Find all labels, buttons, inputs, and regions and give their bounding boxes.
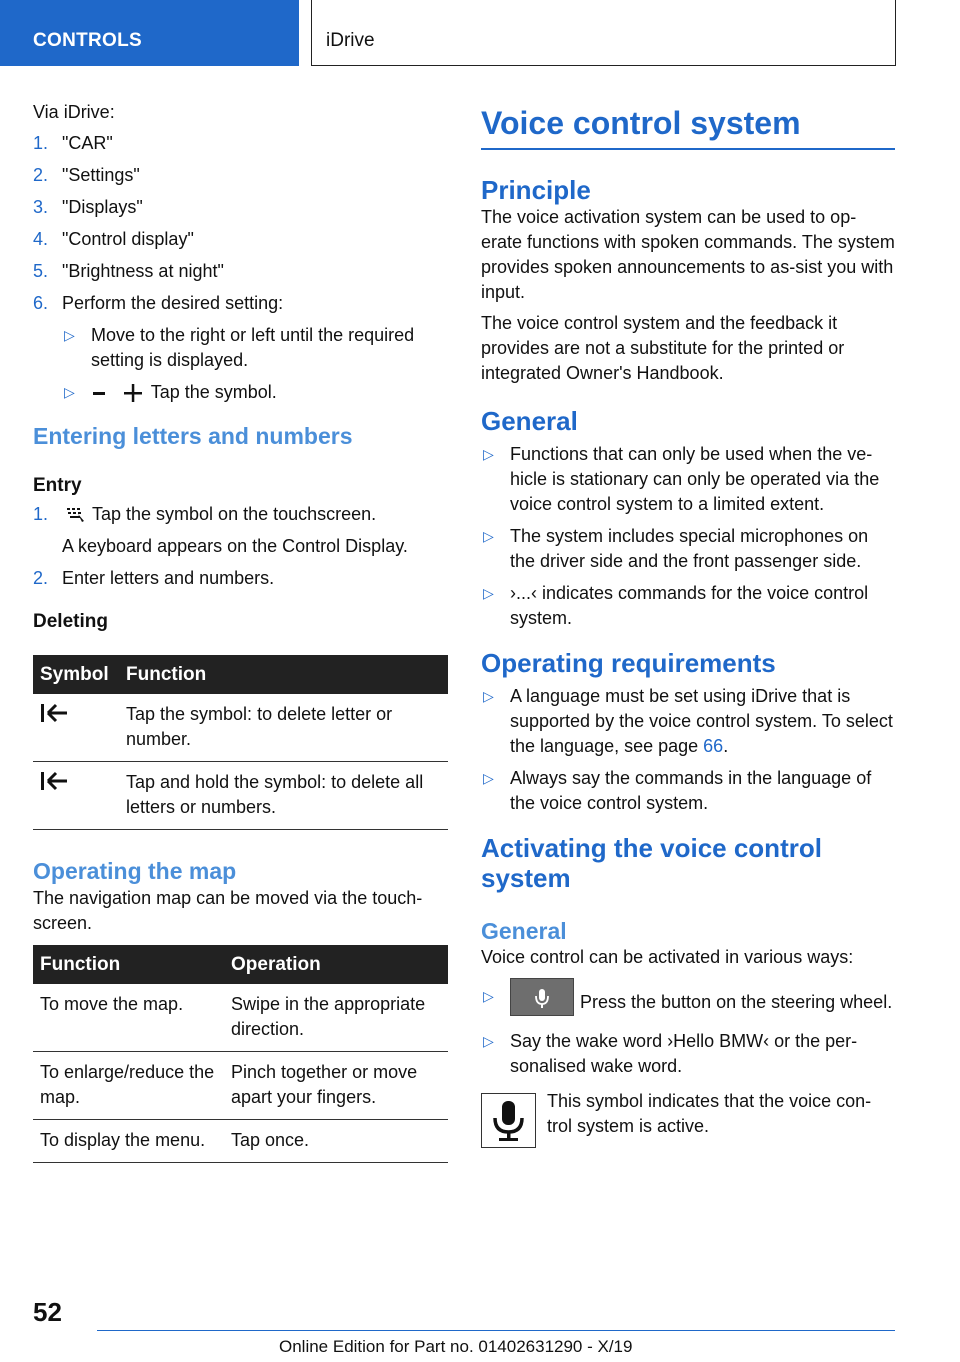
list-item: ▷ Say the wake word ›Hello BMW‹ or the per-sonalised wake word. — [483, 1031, 858, 1076]
microphone-icon — [481, 1093, 536, 1148]
triangle-bullet-icon: ▷ — [483, 688, 494, 704]
table-row: Tap the symbol: to delete letter or number. — [33, 694, 448, 762]
table-row: To display the menu. Tap once. — [33, 1120, 448, 1163]
activation-list — [481, 984, 895, 1079]
step-item: 2. "Settings" — [33, 165, 140, 185]
entry-step-item: 1. Tap the symbol on the touchscreen. A keyboard appears on the Control Display. — [33, 504, 408, 556]
triangle-bullet-icon: ▷ — [483, 528, 494, 544]
deleting-heading: Deleting — [33, 611, 108, 632]
substep-item: ▷ Move to the right or left until the required setting is displayed. — [64, 325, 415, 370]
triangle-bullet-icon: ▷ — [483, 585, 494, 601]
backspace-icon — [40, 770, 70, 792]
left-column — [33, 100, 448, 1163]
principle-paragraph: The voice activation system can be used to op-erate functions with spoken commands. The system provides spoken announcements to as-sist you with input. — [481, 207, 895, 302]
principle-paragraph: The voice control system and the feedback it provides are not a substitute for the printed or integrated Owner's Handbook. — [481, 313, 845, 383]
triangle-bullet-icon: ▷ — [483, 770, 494, 786]
table-header-row: Function Operation — [33, 945, 448, 984]
list-item: ▷ A language must be set using iDrive that is supported by the voice control system. To select the language, see page 66. — [483, 686, 893, 756]
keyboard-icon — [62, 505, 88, 525]
plus-icon — [116, 383, 146, 403]
active-symbol-note: This symbol indicates that the voice con-trol system is active. — [481, 1089, 895, 1149]
step-item: 4. "Control display" — [33, 229, 194, 249]
requirements-list — [481, 684, 895, 816]
edition-text: Online Edition for Part no. 01402631290 - X/19 — [279, 1337, 633, 1356]
general-list — [481, 442, 895, 631]
map-heading: Operating the map — [33, 858, 237, 884]
triangle-bullet-icon: ▷ — [483, 446, 494, 462]
delete-table — [33, 655, 448, 830]
section-tab: CONTROLS — [0, 0, 299, 66]
right-column — [481, 104, 895, 1149]
table-row: Tap and hold the symbol: to delete all letters or numbers. — [33, 762, 448, 830]
intro-text: Via iDrive: — [33, 102, 115, 122]
step-item: 5. "Brightness at night" — [33, 261, 224, 281]
general-heading: General — [481, 406, 578, 436]
chapter-tab: iDrive — [311, 0, 896, 66]
steering-voice-button-icon — [510, 978, 574, 1016]
list-item: ▷ Always say the commands in the language of the voice control system. — [483, 768, 872, 813]
map-intro: The navigation map can be moved via the touch-screen. — [33, 888, 423, 933]
map-table — [33, 945, 448, 1163]
entering-heading: Entering letters and numbers — [33, 423, 353, 449]
entry-heading: Entry — [33, 475, 82, 496]
list-item: ▷ The system includes special microphones on the driver side and the front passenger side. — [483, 526, 869, 571]
backspace-icon — [40, 702, 70, 724]
requirements-heading: Operating requirements — [481, 648, 776, 678]
triangle-bullet-icon: ▷ — [64, 327, 75, 343]
list-item: ▷ Press the button on the steering wheel. — [481, 984, 895, 1022]
principle-heading: Principle — [481, 175, 591, 205]
page-header — [0, 0, 960, 66]
activating-heading: Activating the voice control system — [481, 833, 822, 893]
minus-icon — [91, 383, 111, 403]
step-item: 6. Perform the desired setting: ▷ Move to the right or left until the required setting is displayed. ▷ Tap the symbol. — [33, 291, 448, 405]
general2-heading: General — [481, 918, 567, 944]
table-row: To enlarge/reduce the map. Pinch together or move apart your fingers. — [33, 1052, 448, 1120]
step-item: 3. "Displays" — [33, 197, 143, 217]
substep-item: ▷ Tap the symbol. — [62, 380, 448, 405]
general2-intro: Voice control can be activated in various ways: — [481, 947, 854, 967]
list-item: ▷ ›...‹ indicates commands for the voice control system. — [483, 583, 869, 628]
step-item: 1. "CAR" — [33, 133, 113, 153]
substeps-list — [62, 323, 448, 405]
triangle-bullet-icon: ▷ — [64, 384, 75, 400]
page-link[interactable]: 66 — [703, 736, 724, 756]
entry-step-item: 2. Enter letters and numbers. — [33, 568, 275, 588]
page-title: Voice control system — [481, 104, 895, 150]
page-number: 52 — [33, 1297, 62, 1327]
steps-list — [33, 131, 448, 405]
table-header-row: Symbol Function — [33, 655, 448, 694]
entry-steps-list — [33, 502, 448, 591]
table-row: To move the map. Swipe in the appropriate direction. — [33, 984, 448, 1052]
triangle-bullet-icon: ▷ — [483, 988, 494, 1004]
triangle-bullet-icon: ▷ — [483, 1033, 494, 1049]
list-item: ▷ Functions that can only be used when the ve-hicle is stationary can only be operated via the voice control system to a limited extent. — [483, 444, 880, 514]
footer-divider — [97, 1330, 895, 1331]
